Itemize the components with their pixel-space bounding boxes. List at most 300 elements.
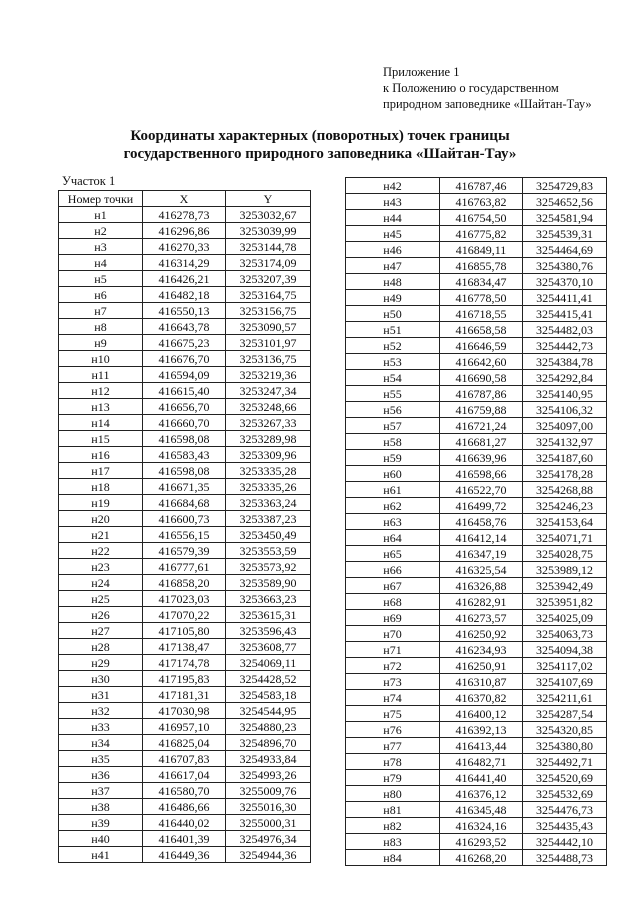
table-row <box>346 674 607 690</box>
y-coordinate-cell: 3254944,36 <box>226 847 311 863</box>
table-row <box>59 255 311 271</box>
table-row <box>346 178 607 194</box>
point-number-cell: н63 <box>346 514 440 530</box>
table-row <box>346 210 607 226</box>
x-coordinate-cell: 416615,40 <box>143 383 226 399</box>
x-coordinate-cell: 416250,91 <box>440 658 523 674</box>
x-coordinate-cell: 416293,52 <box>440 834 523 850</box>
x-coordinate-cell: 416825,04 <box>143 735 226 751</box>
point-number-cell: н65 <box>346 546 440 562</box>
y-coordinate-cell: 3254211,61 <box>523 690 607 706</box>
table-row <box>59 527 311 543</box>
table-row <box>346 482 607 498</box>
table-row <box>346 194 607 210</box>
point-number-cell: н31 <box>59 687 143 703</box>
table-row <box>346 578 607 594</box>
x-coordinate-cell: 416310,87 <box>440 674 523 690</box>
point-number-cell: н59 <box>346 450 440 466</box>
table-row <box>59 319 311 335</box>
y-coordinate-cell: 3253951,82 <box>523 594 607 610</box>
table-row <box>59 511 311 527</box>
y-coordinate-cell: 3254370,10 <box>523 274 607 290</box>
table-row <box>59 399 311 415</box>
point-number-cell: н43 <box>346 194 440 210</box>
table-row <box>59 495 311 511</box>
point-number-cell: н50 <box>346 306 440 322</box>
x-coordinate-cell: 416639,96 <box>440 450 523 466</box>
point-number-cell: н27 <box>59 623 143 639</box>
x-coordinate-cell: 416676,70 <box>143 351 226 367</box>
table-row <box>346 402 607 418</box>
x-coordinate-cell: 416273,57 <box>440 610 523 626</box>
point-number-cell: н40 <box>59 831 143 847</box>
point-number-cell: н25 <box>59 591 143 607</box>
point-number-cell: н11 <box>59 367 143 383</box>
y-coordinate-cell: 3253335,26 <box>226 479 311 495</box>
x-coordinate-cell: 416458,76 <box>440 514 523 530</box>
table-row <box>59 815 311 831</box>
point-number-cell: н51 <box>346 322 440 338</box>
point-number-cell: н42 <box>346 178 440 194</box>
table-row <box>59 751 311 767</box>
point-number-cell: н17 <box>59 463 143 479</box>
x-coordinate-cell: 416392,13 <box>440 722 523 738</box>
table-row <box>346 562 607 578</box>
y-coordinate-cell: 3254442,73 <box>523 338 607 354</box>
y-coordinate-cell: 3254153,64 <box>523 514 607 530</box>
table-row <box>59 703 311 719</box>
x-coordinate-cell: 417070,22 <box>143 607 226 623</box>
y-coordinate-cell: 3254097,00 <box>523 418 607 434</box>
table-row <box>59 367 311 383</box>
x-coordinate-cell: 416482,71 <box>440 754 523 770</box>
y-coordinate-cell: 3253101,97 <box>226 335 311 351</box>
point-number-cell: н56 <box>346 402 440 418</box>
point-number-cell: н46 <box>346 242 440 258</box>
x-coordinate-cell: 416449,36 <box>143 847 226 863</box>
appendix-note <box>383 64 592 112</box>
x-coordinate-cell: 416855,78 <box>440 258 523 274</box>
table-row <box>346 850 607 866</box>
table-row <box>346 418 607 434</box>
table-row <box>346 770 607 786</box>
x-coordinate-cell: 416721,24 <box>440 418 523 434</box>
x-coordinate-cell: 417105,80 <box>143 623 226 639</box>
point-number-cell: н9 <box>59 335 143 351</box>
y-coordinate-cell: 3254415,41 <box>523 306 607 322</box>
y-coordinate-cell: 3255009,76 <box>226 783 311 799</box>
x-coordinate-cell: 416324,16 <box>440 818 523 834</box>
table-row <box>346 706 607 722</box>
point-number-cell: н24 <box>59 575 143 591</box>
x-coordinate-cell: 416763,82 <box>440 194 523 210</box>
y-coordinate-cell: 3253289,98 <box>226 431 311 447</box>
point-number-cell: н62 <box>346 498 440 514</box>
point-number-cell: н76 <box>346 722 440 738</box>
y-coordinate-cell: 3255000,31 <box>226 815 311 831</box>
y-coordinate-cell: 3253136,75 <box>226 351 311 367</box>
point-number-cell: н80 <box>346 786 440 802</box>
y-coordinate-cell: 3254246,23 <box>523 498 607 514</box>
y-coordinate-cell: 3254488,73 <box>523 850 607 866</box>
x-coordinate-cell: 416441,40 <box>440 770 523 786</box>
table-row <box>59 335 311 351</box>
x-coordinate-cell: 416270,33 <box>143 239 226 255</box>
point-number-cell: н60 <box>346 466 440 482</box>
point-number-cell: н67 <box>346 578 440 594</box>
y-coordinate-cell: 3254063,73 <box>523 626 607 642</box>
x-coordinate-cell: 416482,18 <box>143 287 226 303</box>
x-coordinate-cell: 416426,21 <box>143 271 226 287</box>
point-number-cell: н47 <box>346 258 440 274</box>
table-row <box>59 783 311 799</box>
x-coordinate-cell: 416347,19 <box>440 546 523 562</box>
point-number-cell: н4 <box>59 255 143 271</box>
point-number-cell: н55 <box>346 386 440 402</box>
y-coordinate-cell: 3254492,71 <box>523 754 607 770</box>
x-coordinate-cell: 416642,60 <box>440 354 523 370</box>
x-coordinate-cell: 416583,43 <box>143 447 226 463</box>
x-coordinate-cell: 416522,70 <box>440 482 523 498</box>
point-number-cell: н82 <box>346 818 440 834</box>
table-row <box>346 626 607 642</box>
table-row <box>346 722 607 738</box>
y-coordinate-cell: 3254380,80 <box>523 738 607 754</box>
table-row <box>59 287 311 303</box>
x-coordinate-cell: 416376,12 <box>440 786 523 802</box>
x-coordinate-cell: 416858,20 <box>143 575 226 591</box>
table-row <box>59 271 311 287</box>
x-coordinate-cell: 416499,72 <box>440 498 523 514</box>
x-coordinate-cell: 416325,54 <box>440 562 523 578</box>
table-row <box>346 610 607 626</box>
x-coordinate-cell: 417030,98 <box>143 703 226 719</box>
table-row <box>346 738 607 754</box>
table-row <box>346 434 607 450</box>
point-number-cell: н75 <box>346 706 440 722</box>
x-coordinate-cell: 416314,29 <box>143 255 226 271</box>
table-row <box>59 383 311 399</box>
table-row <box>346 834 607 850</box>
x-coordinate-cell: 416486,66 <box>143 799 226 815</box>
header-y: Y <box>226 191 311 207</box>
x-coordinate-cell: 416234,93 <box>440 642 523 658</box>
y-coordinate-cell: 3253589,90 <box>226 575 311 591</box>
table-row <box>59 831 311 847</box>
y-coordinate-cell: 3254117,02 <box>523 658 607 674</box>
point-number-cell: н19 <box>59 495 143 511</box>
y-coordinate-cell: 3253247,34 <box>226 383 311 399</box>
point-number-cell: н30 <box>59 671 143 687</box>
table-row <box>346 338 607 354</box>
document-title <box>0 127 640 163</box>
y-coordinate-cell: 3254993,26 <box>226 767 311 783</box>
point-number-cell: н68 <box>346 594 440 610</box>
y-coordinate-cell: 3253144,78 <box>226 239 311 255</box>
appendix-line-1: Приложение 1 <box>383 65 460 79</box>
x-coordinate-cell: 416671,35 <box>143 479 226 495</box>
table-header-row <box>59 191 311 207</box>
table-row <box>59 719 311 735</box>
point-number-cell: н61 <box>346 482 440 498</box>
table-row <box>346 242 607 258</box>
y-coordinate-cell: 3253335,28 <box>226 463 311 479</box>
table-row <box>59 847 311 863</box>
x-coordinate-cell: 416413,44 <box>440 738 523 754</box>
point-number-cell: н71 <box>346 642 440 658</box>
point-number-cell: н22 <box>59 543 143 559</box>
x-coordinate-cell: 417138,47 <box>143 639 226 655</box>
table-row <box>59 447 311 463</box>
point-number-cell: н39 <box>59 815 143 831</box>
point-number-cell: н83 <box>346 834 440 850</box>
y-coordinate-cell: 3254071,71 <box>523 530 607 546</box>
x-coordinate-cell: 416594,09 <box>143 367 226 383</box>
table-row <box>346 386 607 402</box>
table-row <box>346 258 607 274</box>
table-row <box>59 303 311 319</box>
point-number-cell: н70 <box>346 626 440 642</box>
point-number-cell: н1 <box>59 207 143 223</box>
point-number-cell: н13 <box>59 399 143 415</box>
point-number-cell: н79 <box>346 770 440 786</box>
table-row <box>346 226 607 242</box>
y-coordinate-cell: 3254428,52 <box>226 671 311 687</box>
y-coordinate-cell: 3253248,66 <box>226 399 311 415</box>
x-coordinate-cell: 417181,31 <box>143 687 226 703</box>
y-coordinate-cell: 3254268,88 <box>523 482 607 498</box>
coordinates-table-left <box>58 190 311 863</box>
table-row <box>346 466 607 482</box>
x-coordinate-cell: 416707,83 <box>143 751 226 767</box>
table-row <box>59 575 311 591</box>
y-coordinate-cell: 3253387,23 <box>226 511 311 527</box>
y-coordinate-cell: 3254384,78 <box>523 354 607 370</box>
point-number-cell: н34 <box>59 735 143 751</box>
y-coordinate-cell: 3253032,67 <box>226 207 311 223</box>
table-row <box>346 290 607 306</box>
x-coordinate-cell: 416326,88 <box>440 578 523 594</box>
y-coordinate-cell: 3254976,34 <box>226 831 311 847</box>
point-number-cell: н10 <box>59 351 143 367</box>
point-number-cell: н28 <box>59 639 143 655</box>
x-coordinate-cell: 417195,83 <box>143 671 226 687</box>
y-coordinate-cell: 3253942,49 <box>523 578 607 594</box>
x-coordinate-cell: 416556,15 <box>143 527 226 543</box>
table-row <box>346 370 607 386</box>
y-coordinate-cell: 3254187,60 <box>523 450 607 466</box>
y-coordinate-cell: 3254094,38 <box>523 642 607 658</box>
x-coordinate-cell: 416401,39 <box>143 831 226 847</box>
table-row <box>59 639 311 655</box>
point-number-cell: н20 <box>59 511 143 527</box>
x-coordinate-cell: 416282,91 <box>440 594 523 610</box>
x-coordinate-cell: 416550,13 <box>143 303 226 319</box>
appendix-line-2: к Положению о государственном <box>383 81 559 95</box>
point-number-cell: н23 <box>59 559 143 575</box>
point-number-cell: н45 <box>346 226 440 242</box>
point-number-cell: н44 <box>346 210 440 226</box>
table-body-left <box>59 207 311 863</box>
point-number-cell: н15 <box>59 431 143 447</box>
x-coordinate-cell: 416598,08 <box>143 431 226 447</box>
header-x: X <box>143 191 226 207</box>
y-coordinate-cell: 3253164,75 <box>226 287 311 303</box>
y-coordinate-cell: 3253219,36 <box>226 367 311 383</box>
point-number-cell: н53 <box>346 354 440 370</box>
y-coordinate-cell: 3254106,32 <box>523 402 607 418</box>
y-coordinate-cell: 3253989,12 <box>523 562 607 578</box>
x-coordinate-cell: 416345,48 <box>440 802 523 818</box>
x-coordinate-cell: 416579,39 <box>143 543 226 559</box>
x-coordinate-cell: 416849,11 <box>440 242 523 258</box>
y-coordinate-cell: 3254132,97 <box>523 434 607 450</box>
point-number-cell: н29 <box>59 655 143 671</box>
point-number-cell: н35 <box>59 751 143 767</box>
y-coordinate-cell: 3254140,95 <box>523 386 607 402</box>
y-coordinate-cell: 3253450,49 <box>226 527 311 543</box>
y-coordinate-cell: 3253156,75 <box>226 303 311 319</box>
x-coordinate-cell: 416957,10 <box>143 719 226 735</box>
point-number-cell: н37 <box>59 783 143 799</box>
x-coordinate-cell: 416598,08 <box>143 463 226 479</box>
x-coordinate-cell: 416580,70 <box>143 783 226 799</box>
table-row <box>346 786 607 802</box>
y-coordinate-cell: 3254880,23 <box>226 719 311 735</box>
point-number-cell: н49 <box>346 290 440 306</box>
y-coordinate-cell: 3253174,09 <box>226 255 311 271</box>
y-coordinate-cell: 3254025,09 <box>523 610 607 626</box>
point-number-cell: н77 <box>346 738 440 754</box>
y-coordinate-cell: 3254520,69 <box>523 770 607 786</box>
x-coordinate-cell: 416777,61 <box>143 559 226 575</box>
point-number-cell: н6 <box>59 287 143 303</box>
point-number-cell: н2 <box>59 223 143 239</box>
y-coordinate-cell: 3254532,69 <box>523 786 607 802</box>
table-row <box>346 594 607 610</box>
table-row <box>346 274 607 290</box>
y-coordinate-cell: 3254583,18 <box>226 687 311 703</box>
table-row <box>346 802 607 818</box>
x-coordinate-cell: 416681,27 <box>440 434 523 450</box>
y-coordinate-cell: 3254320,85 <box>523 722 607 738</box>
table-row <box>59 799 311 815</box>
y-coordinate-cell: 3253553,59 <box>226 543 311 559</box>
y-coordinate-cell: 3254435,43 <box>523 818 607 834</box>
x-coordinate-cell: 416684,68 <box>143 495 226 511</box>
table-row <box>59 607 311 623</box>
x-coordinate-cell: 416718,55 <box>440 306 523 322</box>
x-coordinate-cell: 416643,78 <box>143 319 226 335</box>
point-number-cell: н78 <box>346 754 440 770</box>
title-line-1: Координаты характерных (поворотных) точек границы <box>130 128 510 144</box>
table-row <box>346 658 607 674</box>
y-coordinate-cell: 3254544,95 <box>226 703 311 719</box>
point-number-cell: н3 <box>59 239 143 255</box>
table-row <box>59 591 311 607</box>
point-number-cell: н41 <box>59 847 143 863</box>
point-number-cell: н36 <box>59 767 143 783</box>
point-number-cell: н84 <box>346 850 440 866</box>
x-coordinate-cell: 416775,82 <box>440 226 523 242</box>
y-coordinate-cell: 3254380,76 <box>523 258 607 274</box>
x-coordinate-cell: 416787,86 <box>440 386 523 402</box>
x-coordinate-cell: 416656,70 <box>143 399 226 415</box>
y-coordinate-cell: 3253363,24 <box>226 495 311 511</box>
x-coordinate-cell: 416787,46 <box>440 178 523 194</box>
x-coordinate-cell: 416412,14 <box>440 530 523 546</box>
table-row <box>59 687 311 703</box>
x-coordinate-cell: 416617,04 <box>143 767 226 783</box>
y-coordinate-cell: 3255016,30 <box>226 799 311 815</box>
point-number-cell: н18 <box>59 479 143 495</box>
y-coordinate-cell: 3254581,94 <box>523 210 607 226</box>
point-number-cell: н52 <box>346 338 440 354</box>
y-coordinate-cell: 3253309,96 <box>226 447 311 463</box>
point-number-cell: н14 <box>59 415 143 431</box>
x-coordinate-cell: 416658,58 <box>440 322 523 338</box>
y-coordinate-cell: 3253090,57 <box>226 319 311 335</box>
point-number-cell: н72 <box>346 658 440 674</box>
y-coordinate-cell: 3254652,56 <box>523 194 607 210</box>
y-coordinate-cell: 3253039,99 <box>226 223 311 239</box>
table-row <box>59 239 311 255</box>
point-number-cell: н69 <box>346 610 440 626</box>
x-coordinate-cell: 416598,66 <box>440 466 523 482</box>
y-coordinate-cell: 3254482,03 <box>523 322 607 338</box>
table-row <box>59 223 311 239</box>
table-row <box>59 543 311 559</box>
y-coordinate-cell: 3254539,31 <box>523 226 607 242</box>
x-coordinate-cell: 416400,12 <box>440 706 523 722</box>
section-label: Участок 1 <box>62 174 116 188</box>
point-number-cell: н57 <box>346 418 440 434</box>
y-coordinate-cell: 3254292,84 <box>523 370 607 386</box>
point-number-cell: н21 <box>59 527 143 543</box>
x-coordinate-cell: 416370,82 <box>440 690 523 706</box>
x-coordinate-cell: 416646,59 <box>440 338 523 354</box>
y-coordinate-cell: 3253573,92 <box>226 559 311 575</box>
table-row <box>346 690 607 706</box>
point-number-cell: н66 <box>346 562 440 578</box>
x-coordinate-cell: 416778,50 <box>440 290 523 306</box>
appendix-line-3: природном заповеднике «Шайтан-Тау» <box>383 97 592 111</box>
table-row <box>59 207 311 223</box>
point-number-cell: н16 <box>59 447 143 463</box>
point-number-cell: н12 <box>59 383 143 399</box>
x-coordinate-cell: 416296,86 <box>143 223 226 239</box>
x-coordinate-cell: 416600,73 <box>143 511 226 527</box>
point-number-cell: н54 <box>346 370 440 386</box>
point-number-cell: н33 <box>59 719 143 735</box>
y-coordinate-cell: 3254028,75 <box>523 546 607 562</box>
table-row <box>346 546 607 562</box>
table-row <box>59 431 311 447</box>
y-coordinate-cell: 3254069,11 <box>226 655 311 671</box>
table-row <box>59 623 311 639</box>
point-number-cell: н7 <box>59 303 143 319</box>
y-coordinate-cell: 3253596,43 <box>226 623 311 639</box>
point-number-cell: н32 <box>59 703 143 719</box>
table-row <box>346 498 607 514</box>
y-coordinate-cell: 3254411,41 <box>523 290 607 306</box>
x-coordinate-cell: 416690,58 <box>440 370 523 386</box>
y-coordinate-cell: 3254933,84 <box>226 751 311 767</box>
table-row <box>346 306 607 322</box>
y-coordinate-cell: 3254178,28 <box>523 466 607 482</box>
y-coordinate-cell: 3253207,39 <box>226 271 311 287</box>
y-coordinate-cell: 3254896,70 <box>226 735 311 751</box>
